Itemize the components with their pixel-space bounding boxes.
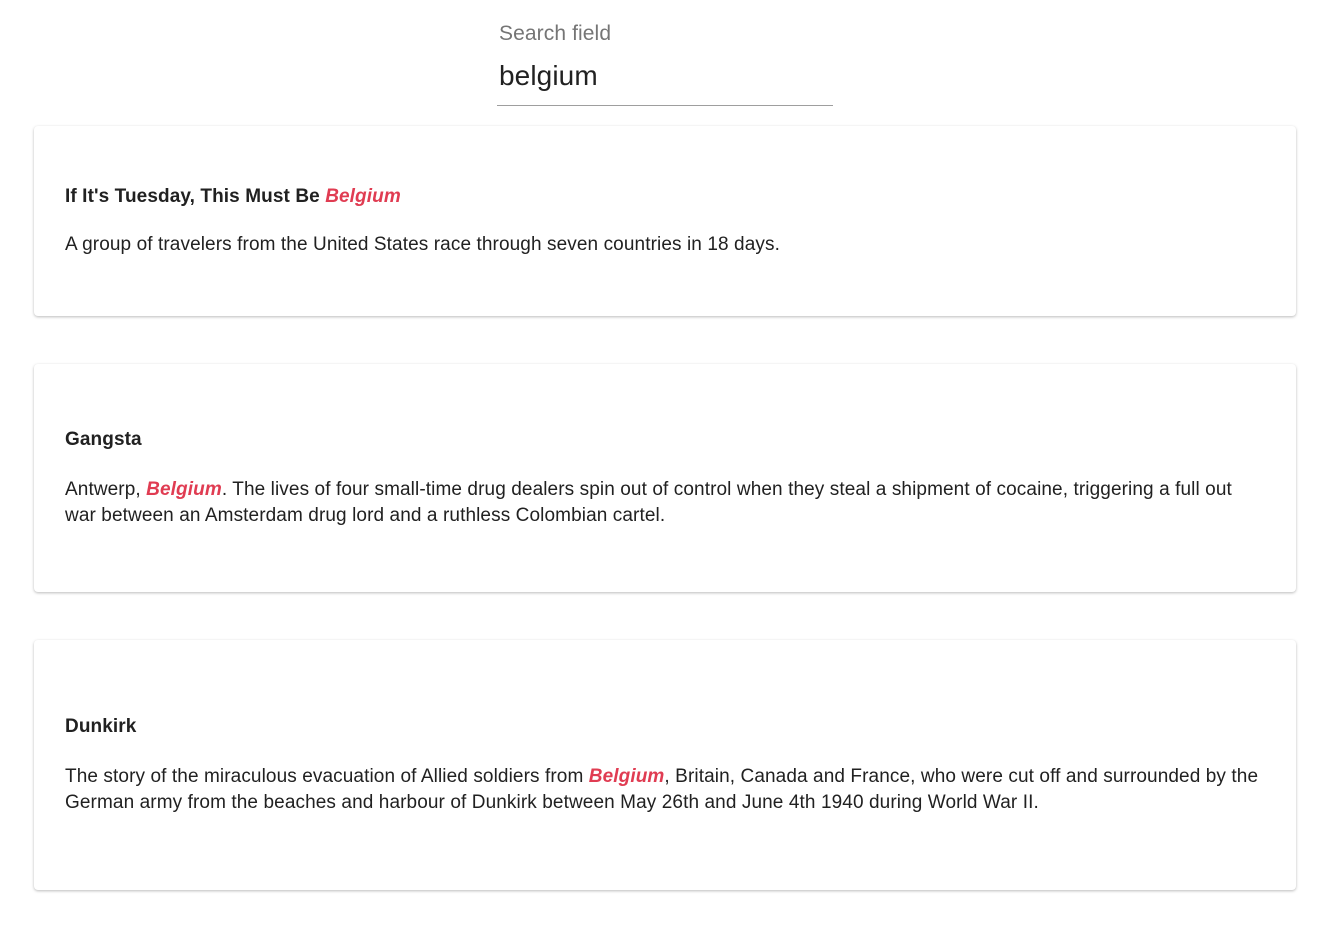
result-title <box>65 184 1265 210</box>
result-description-text: A group of travelers from the United States race through seven countries in 18 days. <box>65 234 780 255</box>
result-description-text: The story of the miraculous evacuation of Allied soldiers from <box>65 766 589 787</box>
result-title-text: Gangsta <box>65 429 142 450</box>
result-card[interactable] <box>34 126 1296 316</box>
result-description-text: . The lives of four small-time drug dealers spin out of control when they steal a shipment of cocaine, triggering a full out war between an Amsterdam drug lord and a ruthless Colombian cartel. <box>65 479 1232 526</box>
search-field-label: Search field <box>499 22 612 45</box>
result-description <box>65 764 1265 816</box>
search-area <box>497 0 833 106</box>
result-description-highlight: Belgium <box>146 479 222 500</box>
result-description-text: Antwerp, <box>65 479 147 500</box>
result-description <box>65 232 1265 258</box>
search-input[interactable] <box>497 48 833 106</box>
result-description-highlight: Belgium <box>588 766 665 787</box>
result-card[interactable] <box>34 640 1296 890</box>
result-description-text: , Britain, Canada and France, who were cut off and surrounded by the German army from the beaches and harbour of Dunkirk between May 26th and June 4th 1940 during World War II. <box>65 766 1259 813</box>
result-card[interactable] <box>34 364 1296 592</box>
result-title-text: Dunkirk <box>65 716 137 737</box>
result-title-text: If It's Tuesday, This Must Be <box>65 186 326 207</box>
result-title-highlight: Belgium <box>325 186 401 207</box>
result-description <box>65 477 1265 529</box>
results-list <box>0 126 1330 910</box>
result-title <box>65 714 1265 740</box>
result-title <box>65 427 1265 453</box>
